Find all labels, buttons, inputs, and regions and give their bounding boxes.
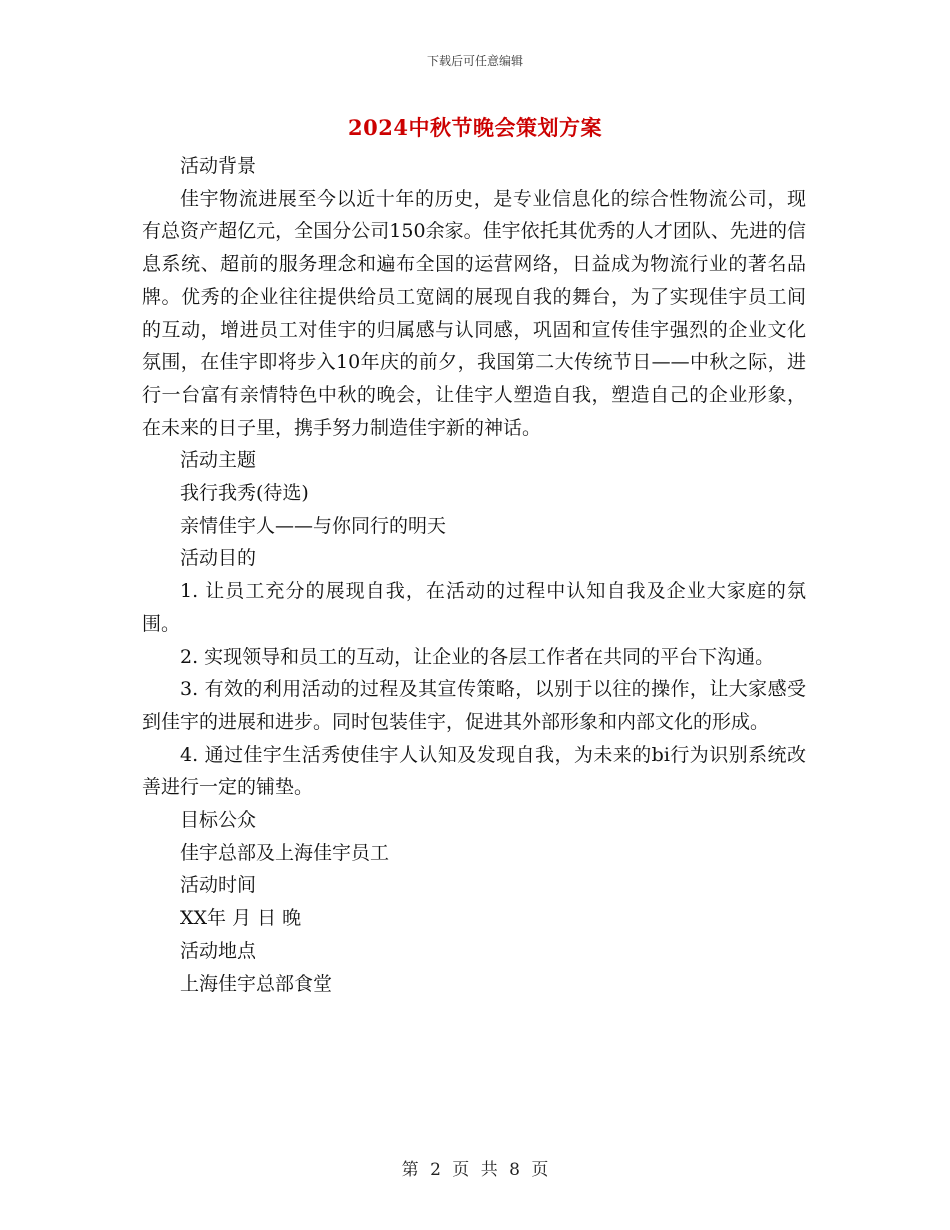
page-number: 第 2 页 共 8 页 [401, 1160, 549, 1180]
theme-option-1: 我行我秀(待选) [180, 482, 309, 505]
theme-option-2: 亲情佳宇人——与你同行的明天 [180, 514, 447, 537]
time-text: XX年 月 日 晚 [180, 907, 302, 930]
purpose-item-3: 3. 有效的利用活动的过程及其宣传策略，以别于以往的操作，让大家感受到佳宇的进展和进步。同时包装佳宇，促进其外部形象和内部文化的形成。 [142, 678, 806, 733]
section-heading-time: 活动时间 [180, 874, 257, 897]
section-heading-audience: 目标公众 [180, 809, 257, 832]
section-heading-theme: 活动主题 [180, 449, 257, 472]
section-heading-location: 活动地点 [180, 939, 257, 962]
section-heading-background: 活动背景 [180, 155, 257, 177]
section-heading-purpose: 活动目的 [180, 547, 257, 570]
paragraph-background: 佳宇物流进展至今以近十年的历史，是专业信息化的综合性物流公司，现有总资产超亿元，全国分公司150余家。佳宇依托其优秀的人才团队、先进的信息系统、超前的服务理念和遍布全国的运营网络，日益成为物流行业的著名品牌。优秀的企业往往提供给员工宽阔的展现自我的舞台，为了实现佳宇员工间的互动，增进员工对佳宇的归属感与认同感，巩固和宣传佳宇强烈的企业文化氛围，在佳宇即将步入10年庆的前夕，我国第二大传统节日——中秋之际，进行一台富有亲情特色中秋的晚会，让佳宇人塑造自我，塑造自己的企业形象，在未来的日子里，携手努力制造佳宇新的神话。 [142, 187, 806, 439]
purpose-item-4: 4. 通过佳宇生活秀使佳宇人认知及发现自我，为未来的bi行为识别系统改善进行一定的铺垫。 [142, 743, 806, 799]
purpose-item-2: 2. 实现领导和员工的互动，让企业的各层工作者在共同的平台下沟通。 [180, 645, 775, 668]
header-note: 下载后可任意编辑 [426, 54, 523, 68]
location-text: 上海佳宇总部食堂 [180, 972, 333, 995]
document-body [142, 150, 806, 1000]
document-title: 2024中秋节晚会策划方案 [348, 115, 602, 140]
audience-text: 佳宇总部及上海佳宇员工 [180, 841, 390, 864]
purpose-item-1: 1. 让员工充分的展现自我，在活动的过程中认知自我及企业大家庭的氛围。 [142, 580, 806, 635]
